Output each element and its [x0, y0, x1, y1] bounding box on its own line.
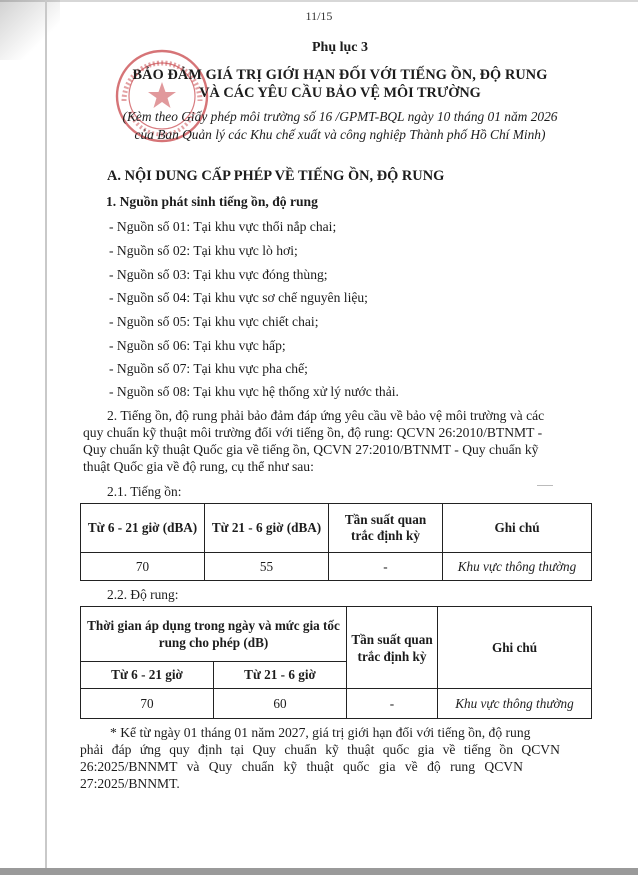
table-cell: 60 — [214, 689, 347, 719]
appendix-title: Phụ lục 3 — [311, 40, 368, 55]
section-1-heading: 1. Nguồn phát sinh tiếng ồn, độ rung — [106, 194, 318, 209]
paragraph-2 — [83, 407, 598, 475]
noise-heading: 2.1. Tiếng ồn: — [107, 484, 182, 499]
scan-edge-top — [0, 0, 638, 2]
paragraph-line: Quy chuẩn kỹ thuật Quốc gia về tiếng ồn, QCVN 27:2010/BTNMT - Quy chuẩn kỹ — [83, 442, 539, 457]
source-item: - Nguồn số 07: Tại khu vực pha chế; — [109, 361, 308, 376]
scan-edge-left — [45, 0, 47, 875]
footnote — [80, 724, 598, 792]
vibration-heading: 2.2. Độ rung: — [107, 587, 179, 602]
source-item: - Nguồn số 02: Tại khu vực lò hơi; — [109, 243, 298, 258]
table-row — [81, 504, 592, 553]
footnote-line: * Kể từ ngày 01 tháng 01 năm 2027, giá trị giới hạn đối với tiếng ồn, độ rung — [110, 725, 531, 740]
table-header-cell: Tần suất quan trắc định kỳ — [347, 607, 438, 689]
table-header-cell: Ghi chú — [438, 607, 592, 689]
table-header-cell: Ghi chú — [443, 504, 592, 553]
source-item: - Nguồn số 04: Tại khu vực sơ chế nguyên liệu; — [109, 290, 368, 305]
table-header-cell: Từ 21 - 6 giờ — [214, 662, 347, 689]
table-row — [81, 553, 592, 581]
table-header-cell: Từ 6 - 21 giờ — [81, 662, 214, 689]
source-item: - Nguồn số 08: Tại khu vực hệ thống xử lý nước thải. — [109, 384, 399, 399]
vibration-table — [80, 606, 592, 719]
table-cell: 55 — [205, 553, 329, 581]
paragraph-line: 2. Tiếng ồn, độ rung phải bảo đảm đáp ứng yêu cầu về bảo vệ môi trường và các — [107, 408, 545, 423]
scan-edge-bottom — [0, 868, 638, 875]
table-cell: 70 — [81, 689, 214, 719]
page-number: 11/15 — [305, 9, 333, 23]
source-item: - Nguồn số 03: Tại khu vực đóng thùng; — [109, 267, 328, 282]
table-header-cell: Từ 21 - 6 giờ (dBA) — [205, 504, 329, 553]
table-cell: Khu vực thông thường — [438, 689, 592, 719]
table-cell: Khu vực thông thường — [443, 553, 592, 581]
table-cell: - — [347, 689, 438, 719]
scan-mark — [537, 485, 553, 486]
source-item: - Nguồn số 06: Tại khu vực hấp; — [109, 338, 286, 353]
table-row — [81, 607, 592, 662]
subtitle-line-2: của Ban Quản lý các Khu chế xuất và công nghiệp Thành phố Hồ Chí Minh) — [134, 127, 546, 142]
document-title-line-2: VÀ CÁC YÊU CẦU BẢO VỆ MÔI TRƯỜNG — [199, 85, 481, 101]
subtitle-line-1: (Kèm theo Giấy phép môi trường số 16 /GPMT-BQL ngày 10 tháng 01 năm 2026 — [122, 109, 558, 124]
table-row — [81, 689, 592, 719]
section-a-heading: A. NỘI DUNG CẤP PHÉP VỀ TIẾNG ỒN, ĐỘ RUNG — [107, 168, 445, 184]
table-cell: - — [329, 553, 443, 581]
source-item: - Nguồn số 01: Tại khu vực thổi nắp chai; — [109, 219, 337, 234]
document-title-line-1: BẢO ĐẢM GIÁ TRỊ GIỚI HẠN ĐỐI VỚI TIẾNG ỒN, ĐỘ RUNG — [132, 67, 548, 83]
table-cell: 70 — [81, 553, 205, 581]
noise-table — [80, 503, 592, 581]
paragraph-line: thuật Quốc gia về độ rung, cụ thể như sau: — [83, 459, 314, 474]
table-header-cell: Tần suất quan trắc định kỳ — [329, 504, 443, 553]
paragraph-line: quy chuẩn kỹ thuật môi trường đối với tiếng ồn, độ rung: QCVN 26:2010/BTNMT - — [83, 425, 543, 440]
footnote-line: phải đáp ứng quy định tại Quy chuẩn kỹ thuật quốc gia về tiếng ồn QCVN — [80, 742, 560, 757]
table-header-cell: Thời gian áp dụng trong ngày và mức gia tốc rung cho phép (dB) — [81, 607, 347, 662]
footnote-line: 26:2025/BNNMT và Quy chuẩn kỹ thuật quốc gia về độ rung QCVN — [80, 759, 523, 774]
source-item: - Nguồn số 05: Tại khu vực chiết chai; — [109, 314, 319, 329]
footnote-line: 27:2025/BNNMT. — [80, 776, 180, 791]
table-header-cell: Từ 6 - 21 giờ (dBA) — [81, 504, 205, 553]
